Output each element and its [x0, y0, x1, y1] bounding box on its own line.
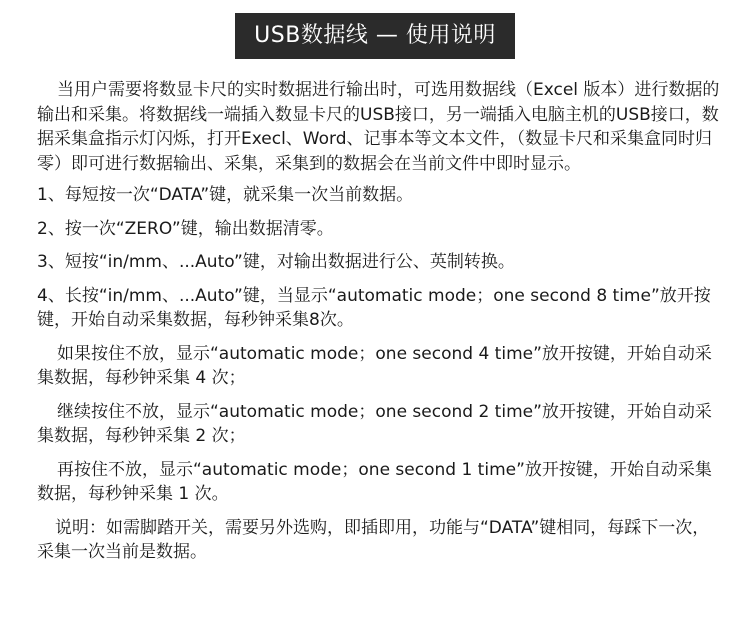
page-title: USB数据线 — 使用说明: [235, 13, 515, 59]
sub-step-2-times: 继续按住不放，显示“automatic mode；one second 2 time”放开按键，开始自动采集数据，每秒钟采集 2 次；: [37, 401, 712, 446]
title-banner: [0, 13, 750, 59]
intro-paragraph: 当用户需要将数显卡尺的实时数据进行输出时，可选用数据线（Excel 版本）进行数据的输出和采集。将数据线一端插入数显卡尺的USB接口，另一端插入电脑主机的USB接口，数据采集盒指示灯闪烁，打开Execl、Word、记事本等文本文件，（数显卡尺和采集盒同时归零）即可进行数据输出、采集，采集到的数据会在当前文件中即时显示。: [37, 80, 720, 174]
instructions-body: [37, 78, 722, 565]
step-1: 1、每短按一次“DATA”键，就采集一次当前数据。: [37, 185, 414, 205]
step-3: 3、短按“in/mm、...Auto”键，对输出数据进行公、英制转换。: [37, 252, 515, 272]
note-paragraph: 说明：如需脚踏开关，需要另外选购，即插即用，功能与“DATA”键相同，每踩下一次，采集一次当前是数据。: [37, 517, 710, 562]
step-2: 2、按一次“ZERO”键，输出数据清零。: [37, 218, 334, 239]
step-4: 4、长按“in/mm、...Auto”键，当显示“automatic mode；one second 8 time”放开按键，开始自动采集数据，每秒钟采集8次。: [37, 285, 711, 330]
sub-step-4-times: 如果按住不放，显示“automatic mode；one second 4 time”放开按键，开始自动采集数据，每秒钟采集 4 次；: [37, 343, 712, 388]
sub-step-1-time: 再按住不放，显示“automatic mode；one second 1 time”放开按键，开始自动采集数据，每秒钟采集 1 次。: [37, 459, 712, 504]
